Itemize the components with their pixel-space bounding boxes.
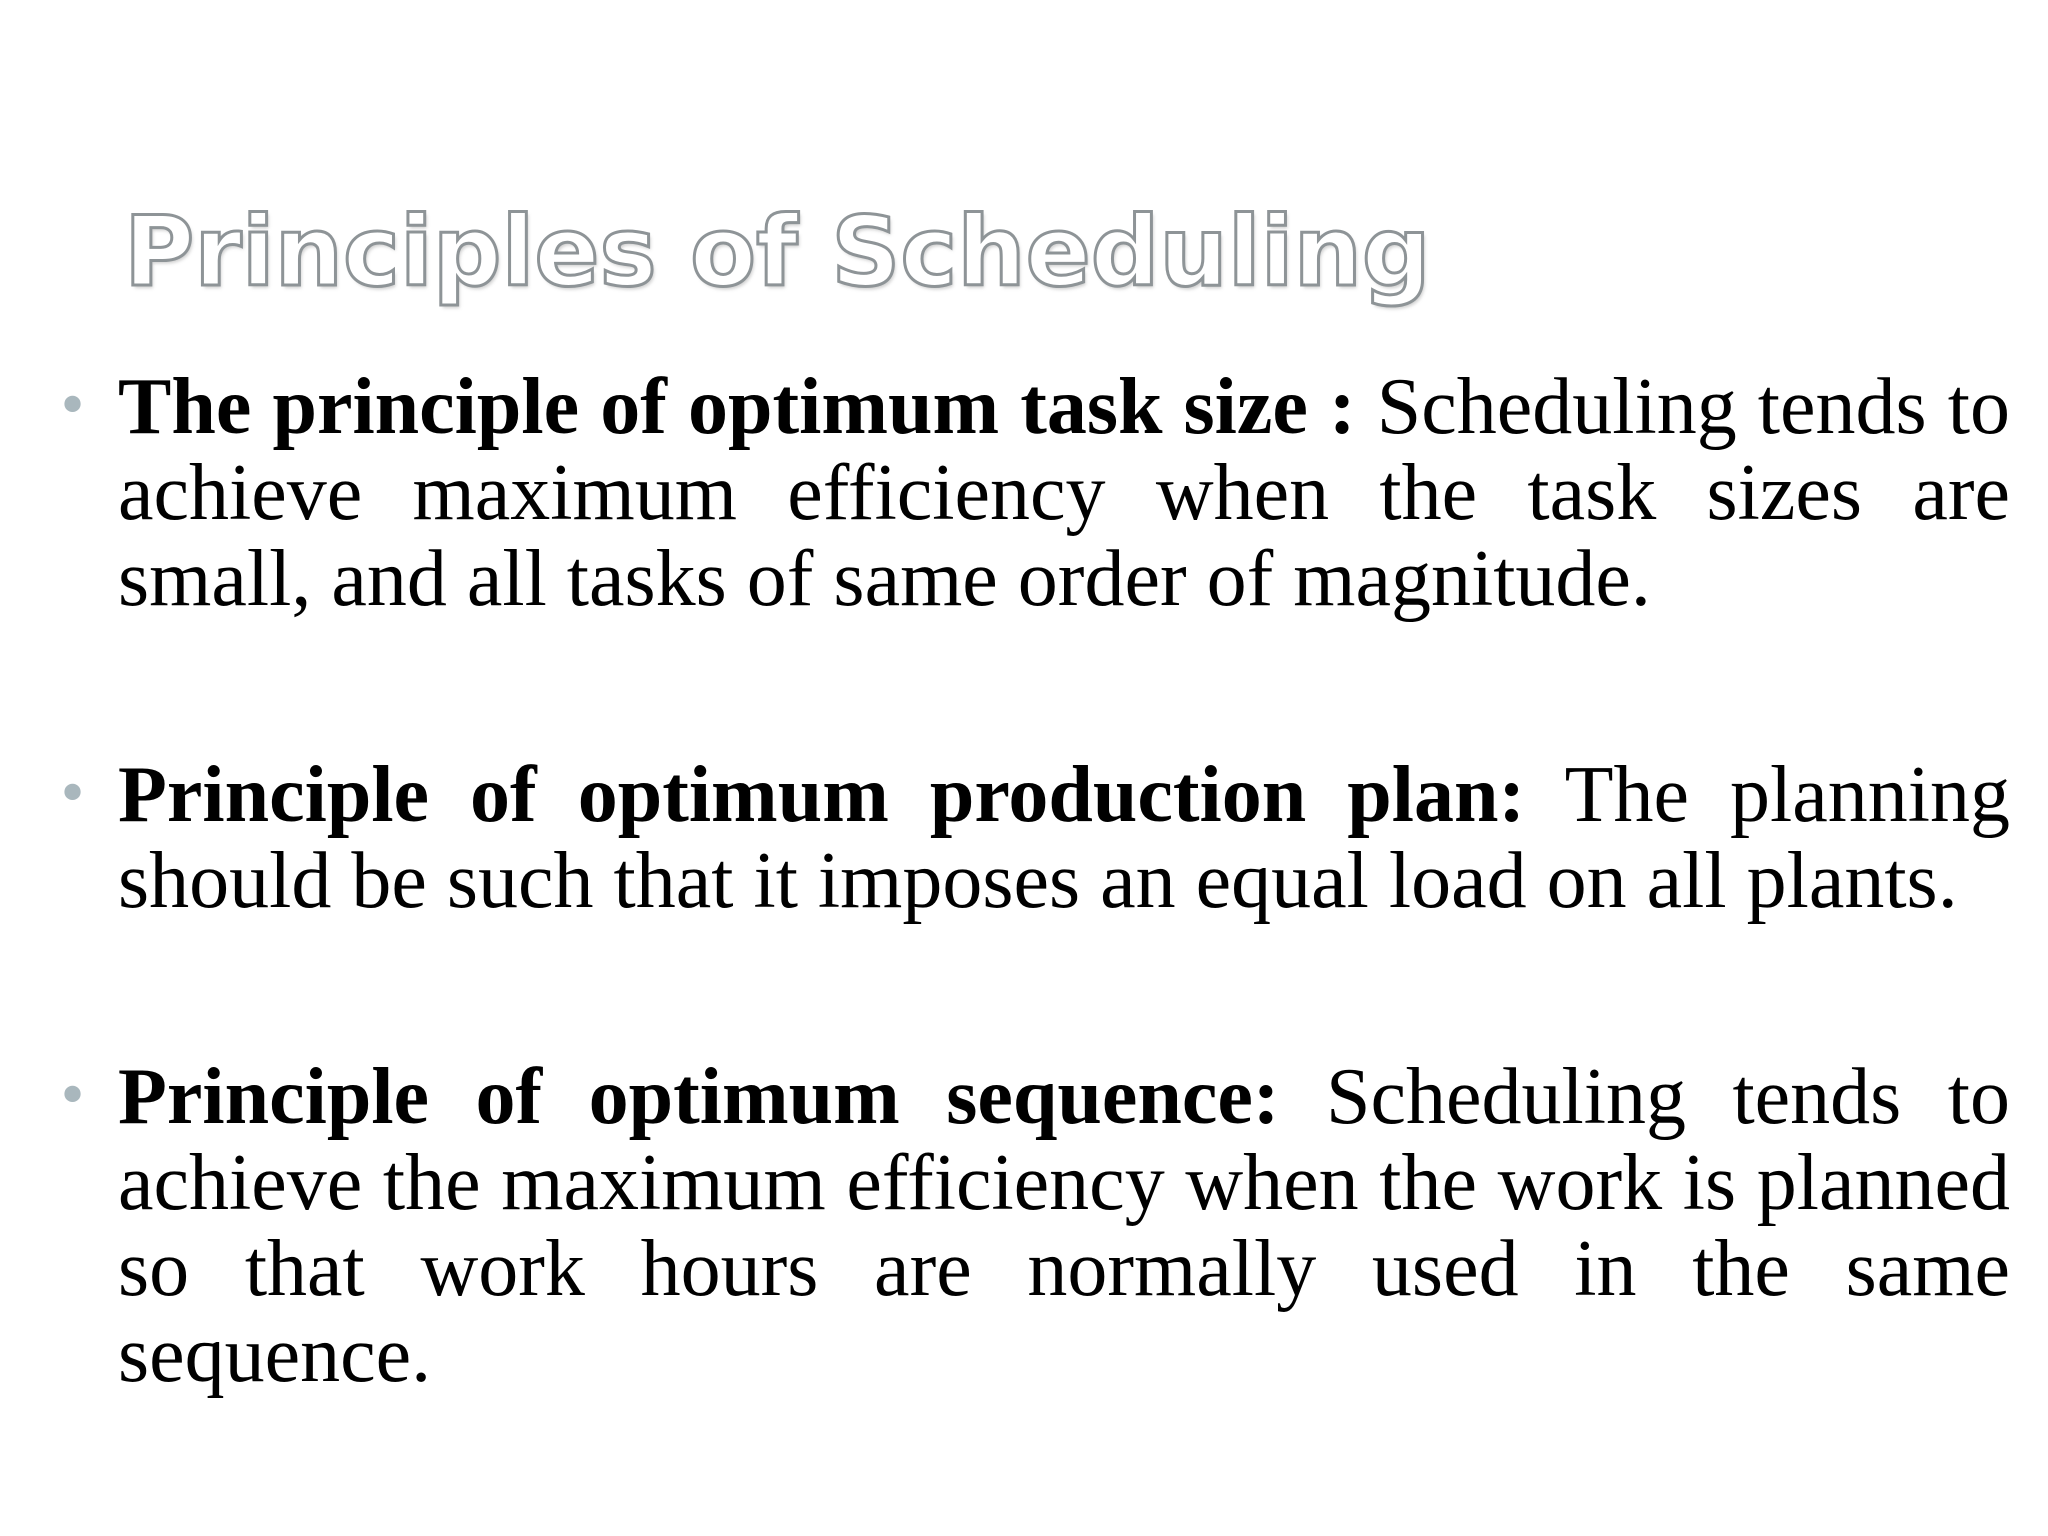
bullet-dot-icon: • [56,762,90,827]
bullet-dot-icon: • [56,1064,90,1129]
bullet-list [56,363,2011,1399]
bullet-heading: The principle of optimum task size : [118,363,1356,451]
bullet-text: Scheduling tends to achieve the maximum efficiency when the work is planned so that work hours are normally used in the same sequence. [118,1053,2011,1399]
bullet-heading: Principle of optimum production plan: [118,751,1526,839]
bullet-text: The planning should be such that it imposes an equal load on all plants. [118,751,2010,925]
bullet-dot-icon: • [56,374,90,439]
slide-title: Principles of Scheduling [124,196,1431,308]
bullet-item-optimum-task-size [56,363,2010,623]
bullet-item-optimum-production-plan [56,751,2010,925]
bullet-heading: Principle of optimum sequence: [118,1053,1280,1141]
bullet-item-optimum-sequence [56,1053,2011,1399]
bullet-text: Scheduling tends to achieve maximum efficiency when the task sizes are small, and all tasks of same order of magnitude. [118,363,2010,623]
